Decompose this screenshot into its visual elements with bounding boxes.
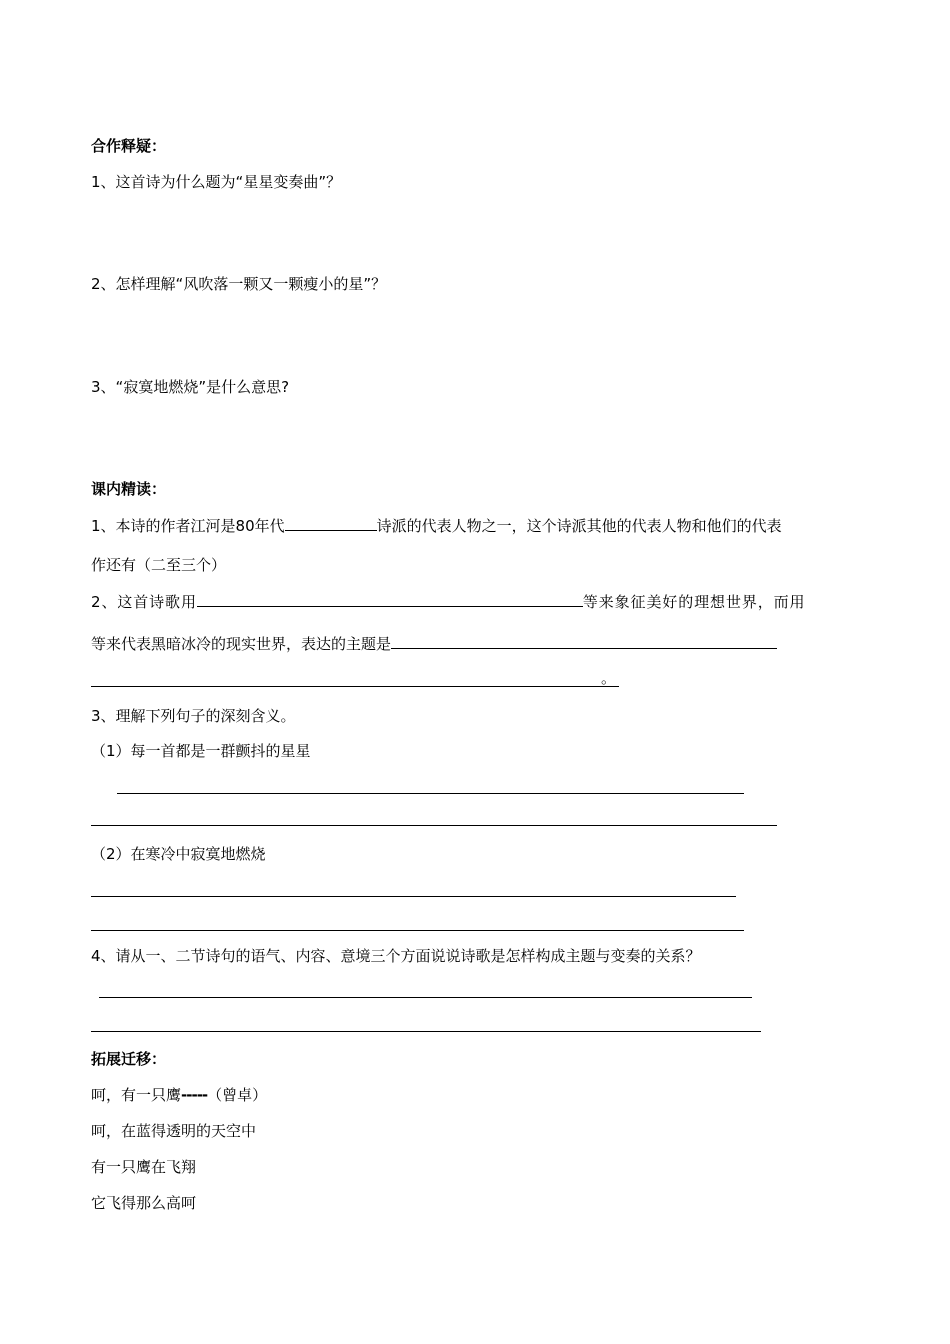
q2-text-b: 等来象征美好的理想世界，而用: [582, 593, 806, 611]
question-2: 2、怎样理解“风吹落一颗又一颗瘦小的星”？: [91, 275, 387, 293]
poem-line: 呵，在蓝得透明的天空中: [91, 1122, 257, 1140]
answer-line[interactable]: [91, 896, 736, 897]
answer-line[interactable]: [91, 930, 744, 931]
question-3: 3、“寂寞地燃烧”是什么意思?: [91, 378, 290, 396]
answer-line[interactable]: [91, 1031, 761, 1032]
q1-blank-school[interactable]: [285, 516, 377, 531]
answer-line[interactable]: [117, 793, 744, 794]
q2-answer-line[interactable]: [91, 686, 619, 687]
section-heading-reading: 课内精读：: [91, 480, 167, 498]
reading-question-3-sentence-2: （2）在寒冷中寂寞地燃烧: [91, 845, 266, 863]
reading-question-2-line-1: [91, 592, 805, 612]
answer-line[interactable]: [91, 825, 777, 826]
poem-line: 它飞得那么高呵: [91, 1194, 197, 1212]
q2-text-a: 2、这首诗歌用: [91, 593, 197, 611]
q2-blank-theme[interactable]: [391, 634, 777, 649]
reading-question-3-sentence-1: （1）每一首都是一群颤抖的星星: [91, 742, 311, 760]
poem-title: [91, 1085, 267, 1105]
poem-title-text: 呵，有一只鹰: [91, 1086, 182, 1104]
reading-question-4: 4、请从一、二节诗句的语气、内容、意境三个方面说说诗歌是怎样构成主题与变奏的关系？: [91, 947, 701, 965]
section-heading-extension: 拓展迁移：: [91, 1050, 167, 1068]
reading-question-3: 3、理解下列句子的深刻含义。: [91, 707, 296, 725]
answer-line[interactable]: [99, 997, 752, 998]
q2-end-mark: 。: [601, 669, 617, 687]
poem-author: （曾卓）: [207, 1086, 268, 1104]
q2-text-c: 等来代表黑暗冰冷的现实世界，表达的主题是: [91, 635, 392, 653]
section-heading-cooperation: 合作释疑：: [91, 137, 167, 155]
reading-question-1-line-2: 作还有（二至三个）: [91, 556, 227, 574]
reading-question-2-line-2: [91, 634, 777, 654]
q2-blank-symbols[interactable]: [197, 592, 583, 607]
poem-line: 有一只鹰在飞翔: [91, 1158, 197, 1176]
q1-text-b: 诗派的代表人物之一，这个诗派其他的代表人物和他们的代表: [376, 517, 782, 535]
q1-text-a: 1、本诗的作者江河是80年代: [91, 517, 285, 535]
reading-question-1-line-1: [91, 516, 782, 536]
question-1: 1、这首诗为什么题为“星星变奏曲”？: [91, 173, 342, 191]
poem-title-dash: -----: [181, 1086, 208, 1104]
